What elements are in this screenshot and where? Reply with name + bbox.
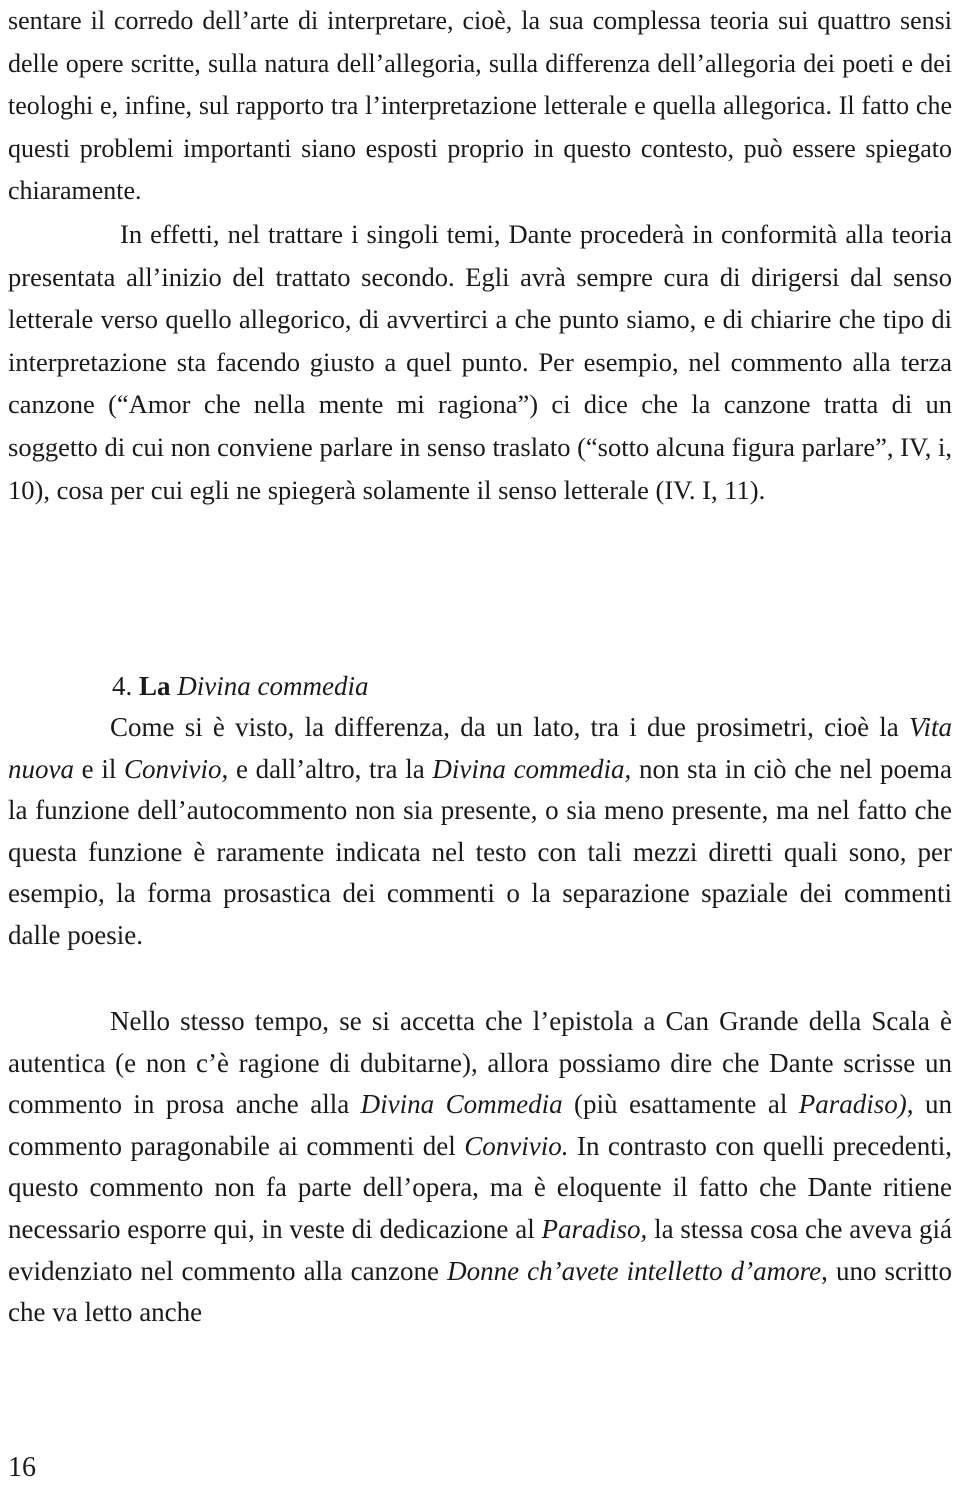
text-run: un commento paragonabile ai commenti del bbox=[8, 1089, 952, 1161]
work-title-divina-commedia: Divina Commedia bbox=[360, 1089, 563, 1120]
work-title-paradiso: Paradiso), bbox=[798, 1089, 914, 1120]
text-block-top bbox=[8, 0, 952, 511]
work-title-convivio: Convivio. bbox=[464, 1130, 569, 1161]
text-run: In contrasto con quelli precedenti, questo commento non fa parte dell’opera, ma è eloquente il fatto che Dante ritiene necessario esporre qui, in veste di dedicazione al bbox=[8, 1130, 952, 1244]
work-title-convivio: Convivio, bbox=[124, 753, 229, 784]
text-run: (più esattamente al bbox=[562, 1089, 799, 1120]
work-title-divina-commedia: Divina commedia, bbox=[432, 753, 632, 784]
section-title: Divina commedia bbox=[177, 671, 369, 701]
paragraph-continuation: sentare il corredo dell’arte di interpretare, cioè, la sua complessa teoria sui quattro sensi delle opere scritte, sulla natura dell’allegoria, sulla differenza dell’allegoria dei poeti e dei teologhi e, infine, sul rapporto tra l’interpretazione letterale e quella allegorica. Il fatto che questi problemi importanti siano esposti proprio in questo contesto, può essere spiegato chiaramente. bbox=[8, 6, 952, 206]
text-run: la stessa cosa che aveva giá evidenziato nel commento alla canzone bbox=[8, 1213, 952, 1286]
section-article: La bbox=[139, 671, 171, 701]
text-run: Nello stesso tempo, se si accetta che l’epistola a Can Grande della Scala è autentica (e non c’è ragione di dubitarne), allora possiamo dire che Dante scrisse un commento in prosa anche alla bbox=[8, 1006, 952, 1120]
text-run: e il bbox=[73, 753, 125, 784]
paragraph-nello-stesso-tempo bbox=[8, 1001, 952, 1334]
paragraph-come-si-e-visto bbox=[8, 707, 952, 957]
section-heading bbox=[112, 664, 368, 708]
work-title-paradiso: Paradiso, bbox=[541, 1213, 648, 1244]
paragraph-effetti: In effetti, nel trattare i singoli temi, Dante procederà in conformità alla teoria presentata all’inizio del trattato secondo. Egli avrà sempre cura di dirigersi dal senso letterale verso quello allegorico, di avvertirci a che punto siamo, e di chiarire che tipo di interpretazione sta facendo giusto a quel punto. Per esempio, nel commento alla terza canzone (“Amor che nella mente mi ragiona”) ci dice che la canzone tratta di un soggetto di cui non conviene parlare in senso traslato (“sotto alcuna figura parlare”, IV, i, 10), cosa per cui egli ne spiegerà solamente il senso letterale (IV. I, 11). bbox=[8, 218, 952, 505]
work-title-vita-nuova: Vita nuova bbox=[8, 712, 952, 784]
text-run: e dall’altro, tra la bbox=[228, 753, 433, 784]
text-block-middle bbox=[8, 707, 952, 957]
page-number: 16 bbox=[8, 1452, 36, 1483]
section-number: 4. bbox=[112, 671, 133, 701]
work-title-donne-chavete: Donne ch’avete intelletto d’amore bbox=[447, 1255, 822, 1286]
text-block-bottom bbox=[8, 1001, 952, 1334]
text-run: Come si è visto, la differenza, da un lato, tra i due prosimetri, cioè la bbox=[110, 712, 909, 742]
text-run: non sta in ciò che nel poema la funzione dell’autocommento non sia presente, o sia meno presente, ma nel fatto che questa funzione è raramente indicata nel testo con tali mezzi diretti quali sono, per esempio, la forma prosastica dei commenti o la separazione spaziale dei commenti dalle poesie. bbox=[8, 753, 953, 950]
text-run: , uno scritto che va letto anche bbox=[8, 1255, 952, 1328]
